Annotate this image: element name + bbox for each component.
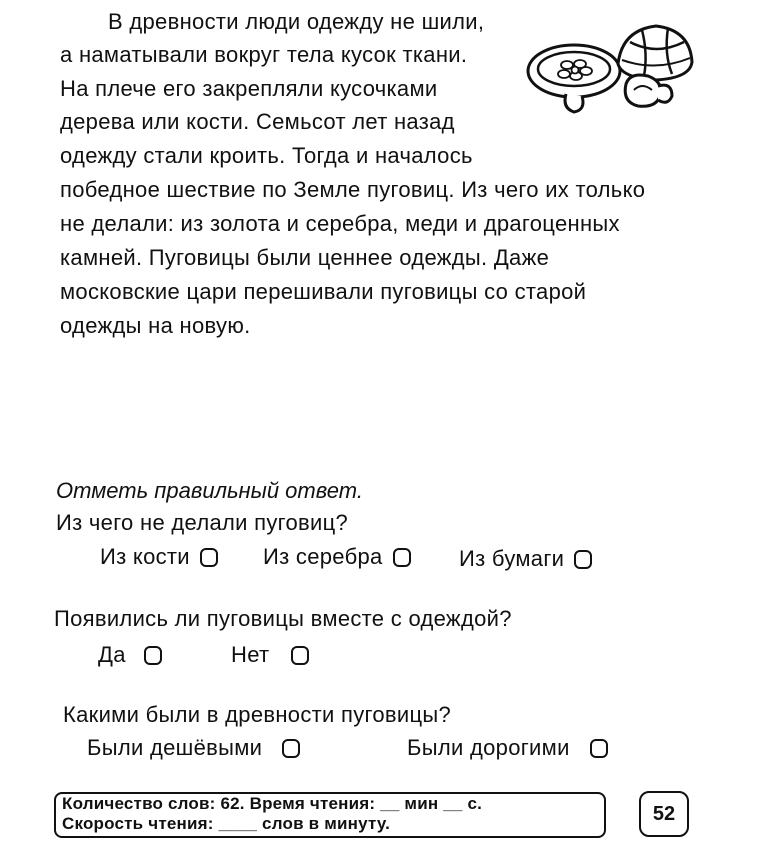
text-line-4: дерева или кости. Семьсот лет назад bbox=[60, 109, 455, 134]
question-3: Какими были в древности пуговицы? bbox=[63, 702, 452, 727]
text-line-6: победное шествие по Земле пуговиц. Из чего их только bbox=[60, 177, 646, 202]
text-line-1: В древности люди одежду не шили, bbox=[108, 9, 485, 34]
q3-option-cheap[interactable] bbox=[87, 735, 300, 761]
question-1: Из чего не делали пуговиц? bbox=[56, 510, 349, 535]
reading-speed-line: Скорость чтения: ____ слов в минуту. bbox=[62, 814, 391, 833]
checkbox[interactable] bbox=[200, 548, 218, 567]
word-count-line: Количество слов: 62. Время чтения: __ мин __ с. bbox=[62, 794, 483, 813]
q3-option-expensive[interactable] bbox=[407, 735, 608, 761]
text-line-2: а наматывали вокруг тела кусок ткани. bbox=[60, 42, 468, 67]
q2-option-yes[interactable] bbox=[98, 642, 162, 668]
question-2: Появились ли пуговицы вместе с одеждой? bbox=[54, 606, 512, 631]
q2-option-no[interactable] bbox=[231, 642, 309, 668]
option-label: Были дорогими bbox=[407, 735, 570, 760]
text-line-8: камней. Пуговицы были ценнее одежды. Даже bbox=[60, 245, 550, 270]
text-line-10: одежды на новую. bbox=[60, 313, 251, 338]
text-line-7: не делали: из золота и серебра, меди и драгоценных bbox=[60, 211, 620, 236]
reading-stats-box bbox=[54, 792, 606, 838]
q1-option-bone[interactable] bbox=[100, 544, 218, 570]
option-label: Из серебра bbox=[263, 544, 383, 569]
option-label: Нет bbox=[231, 642, 270, 667]
text-line-3: На плече его закрепляли кусочками bbox=[60, 76, 438, 101]
q1-option-paper[interactable] bbox=[459, 546, 592, 572]
instruction-text: Отметь правильный ответ. bbox=[56, 478, 363, 503]
checkbox[interactable] bbox=[144, 646, 162, 665]
buttons-illustration-icon bbox=[522, 16, 700, 124]
option-label: Да bbox=[98, 642, 126, 667]
option-label: Из кости bbox=[100, 544, 190, 569]
q1-option-silver[interactable] bbox=[263, 544, 411, 570]
option-label: Были дешёвыми bbox=[87, 735, 263, 760]
checkbox[interactable] bbox=[291, 646, 309, 665]
text-line-9: московские цари перешивали пуговицы со старой bbox=[60, 279, 587, 304]
checkbox[interactable] bbox=[282, 739, 300, 758]
option-label: Из бумаги bbox=[459, 546, 565, 571]
checkbox[interactable] bbox=[574, 550, 592, 569]
checkbox[interactable] bbox=[590, 739, 608, 758]
checkbox[interactable] bbox=[393, 548, 411, 567]
page-number: 52 bbox=[639, 791, 689, 837]
text-line-5: одежду стали кроить. Тогда и началось bbox=[60, 143, 473, 168]
